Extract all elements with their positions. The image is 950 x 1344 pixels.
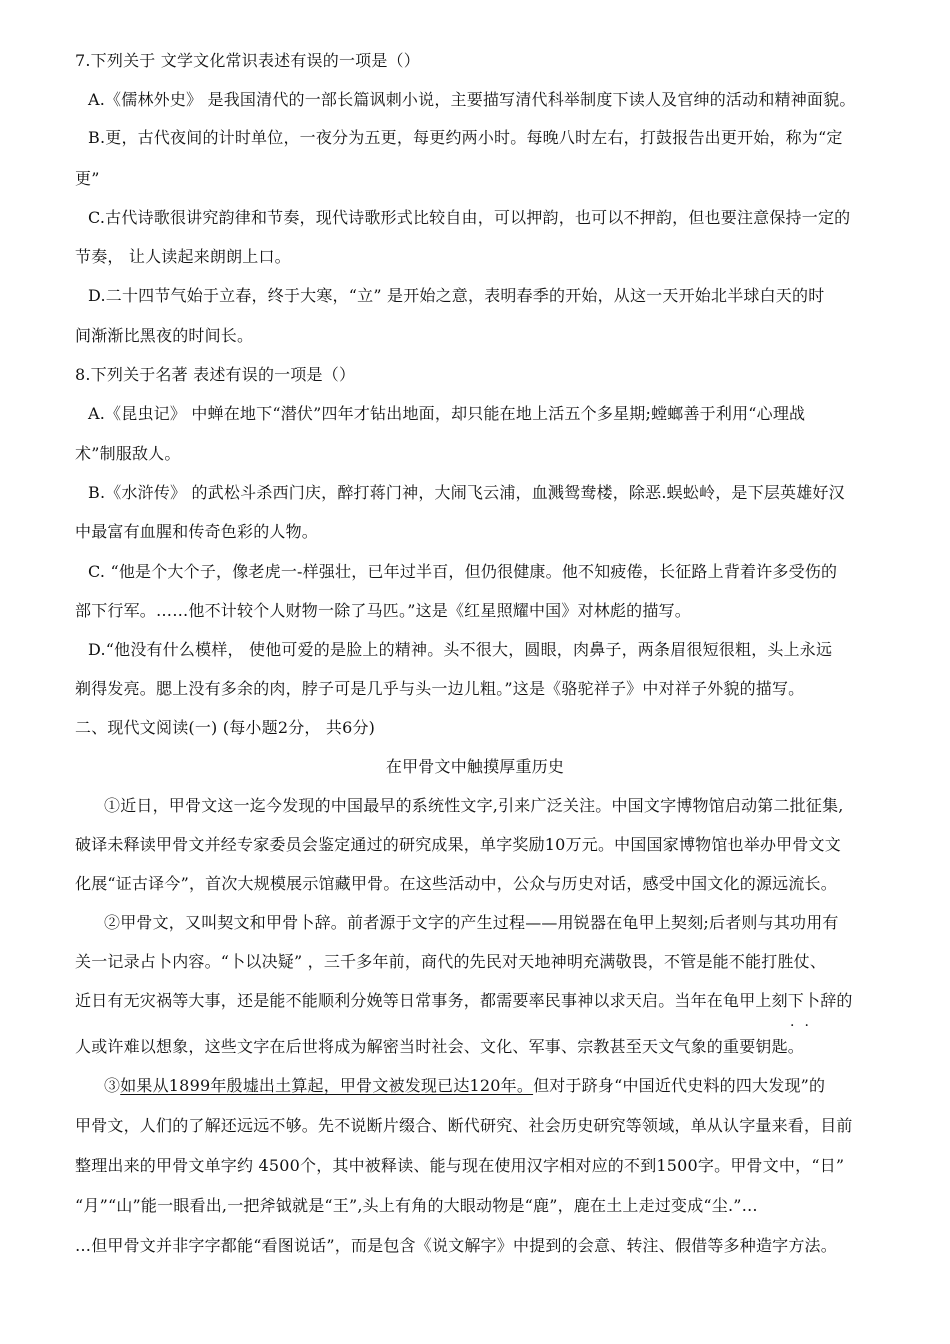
paragraph-2-line1: ②甲骨文，又叫契文和甲骨卜辞。前者源于文字的产生过程——用锐器在龟甲上契刻;后者则与其功用有 — [104, 913, 839, 932]
q7-option-a: A.《儒林外史》 是我国清代的一部长篇讽刺小说，主要描写清代科举制度下读人及官绅的活动和精神面貌。 — [88, 90, 856, 109]
article-title: 在甲骨文中触摸厚重历史 — [385, 757, 565, 776]
q8-option-a-line2: 术”制服敌人。 — [75, 444, 181, 463]
q8-option-d-line1: D.“他没有什么模样， 使他可爱的是脸上的精神。头不很大，圆眼，肉鼻子，两条眉很短很粗，头上永远 — [88, 640, 833, 659]
paragraph-2-line4: 人或许难以想象，这些文字在后世将成为解密当时社会、文化、军事、宗教甚至天文气象的重要钥匙。 — [75, 1037, 805, 1056]
q7-option-c-line1: C.古代诗歌很讲究韵律和节奏，现代诗歌形式比较自由，可以押韵，也可以不押韵，但也要注意保持一定的 — [88, 208, 851, 227]
section2-heading: 二、现代文阅读(一) (每小题2分， 共6分) — [75, 718, 376, 737]
underlined-sentence: 如果从1899年殷墟出土算起，甲骨文被发现已达120年。 — [120, 1076, 534, 1095]
paragraph-1-line1: ①近日，甲骨文这一迄今发现的中国最早的系统性文字,引来广泛关注。中国文字博物馆启动第二批征集, — [104, 796, 844, 815]
paragraph-3-line1 — [104, 1075, 825, 1097]
paragraph-2-line3: 近日有无灾祸等大事，还是能不能顺利分娩等日常事务，都需要率民事神以求天启。当年在龟甲上刻下卜辞的 — [75, 991, 853, 1010]
q8-option-b-line1: B.《水浒传》 的武松斗杀西门庆，醉打蒋门神，大闹飞云浦，血溅鸳鸯楼，除恶.蜈蚣岭，是下层英雄好汉 — [88, 483, 845, 502]
paragraph-3-line4: “月”“山”能一眼看出,一把斧钺就是“王”,头上有角的大眼动物是“鹿”，鹿在土上走过变成“尘.”… — [75, 1196, 758, 1215]
paragraph-3-line1-rest: 但对于跻身“中国近代史料的四大发现”的 — [533, 1076, 826, 1095]
emphasis-dots: ·· — [790, 1018, 819, 1034]
paragraph-1-line2: 破译未释读甲骨文并经专家委员会鉴定通过的研究成果，单字奖励10万元。中国国家博物馆也举办甲骨文文 — [75, 835, 841, 854]
q8-option-d-line2: 剃得发亮。腮上没有多余的肉，脖子可是几乎与头一边儿粗。”这是《骆驼祥子》中对祥子外貌的描写。 — [75, 679, 805, 698]
q8-option-c-line2: 部下行军。……他不计较个人财物一除了马匹。”这是《红星照耀中国》对林彪的描写。 — [75, 601, 691, 620]
q7-option-b-line2: 更” — [75, 169, 100, 188]
q7-option-d-line1: D.二十四节气始于立春，终于大寒，“立” 是开始之意，表明春季的开始，从这一天开始北半球白天的时 — [88, 286, 825, 305]
q7-option-b-line1: B.更，古代夜间的计时单位，一夜分为五更，每更约两小时。每晚八时左右，打鼓报告出更开始，称为“定 — [88, 128, 843, 147]
paragraph-1-line3: 化展“证古译今”，首次大规模展示馆藏甲骨。在这些活动中，公众与历史对话，感受中国文化的源远流长。 — [75, 874, 837, 893]
q7-stem: 7.下列关于 文学文化常识表述有误的一项是（） — [75, 51, 420, 70]
q7-option-c-line2: 节奏， 让人读起来朗朗上口。 — [75, 247, 291, 266]
paragraph-3-number: ③ — [104, 1076, 121, 1095]
q7-option-d-line2: 间渐渐比黑夜的时间长。 — [75, 326, 254, 345]
paragraph-3-line2: 甲骨文，人们的了解还远远不够。先不说断片缀合、断代研究、社会历史研究等领域，单从认字量来看，目前 — [75, 1116, 853, 1135]
q8-option-a-line1: A.《昆虫记》 中蝉在地下“潜伏”四年才钻出地面，却只能在地上活五个多星期;螳螂善于利用“心理战 — [88, 404, 806, 423]
paragraph-3-line5: …但甲骨文并非字字都能“看图说话”，而是包含《说文解字》中提到的会意、转注、假借等多种造字方法。 — [75, 1236, 837, 1255]
paragraph-2-line2: 关一记录占卜内容。“卜以决疑” ，三千多年前，商代的先民对天地神明充满敬畏，不管是能不能打胜仗、 — [75, 952, 827, 971]
q8-option-c-line1: C. “他是个大个子，像老虎一-样强壮，已年过半百，但仍很健康。他不知疲倦，长征路上背着许多受伤的 — [88, 562, 838, 581]
paragraph-3-line3: 整理出来的甲骨文单字约 4500个，其中被释读、能与现在使用汉字相对应的不到1500字。甲骨文中，“日” — [75, 1156, 845, 1175]
q8-option-b-line2: 中最富有血腥和传奇色彩的人物。 — [75, 522, 319, 541]
q8-stem: 8.下列关于名著 表述有误的一项是（） — [75, 365, 356, 384]
